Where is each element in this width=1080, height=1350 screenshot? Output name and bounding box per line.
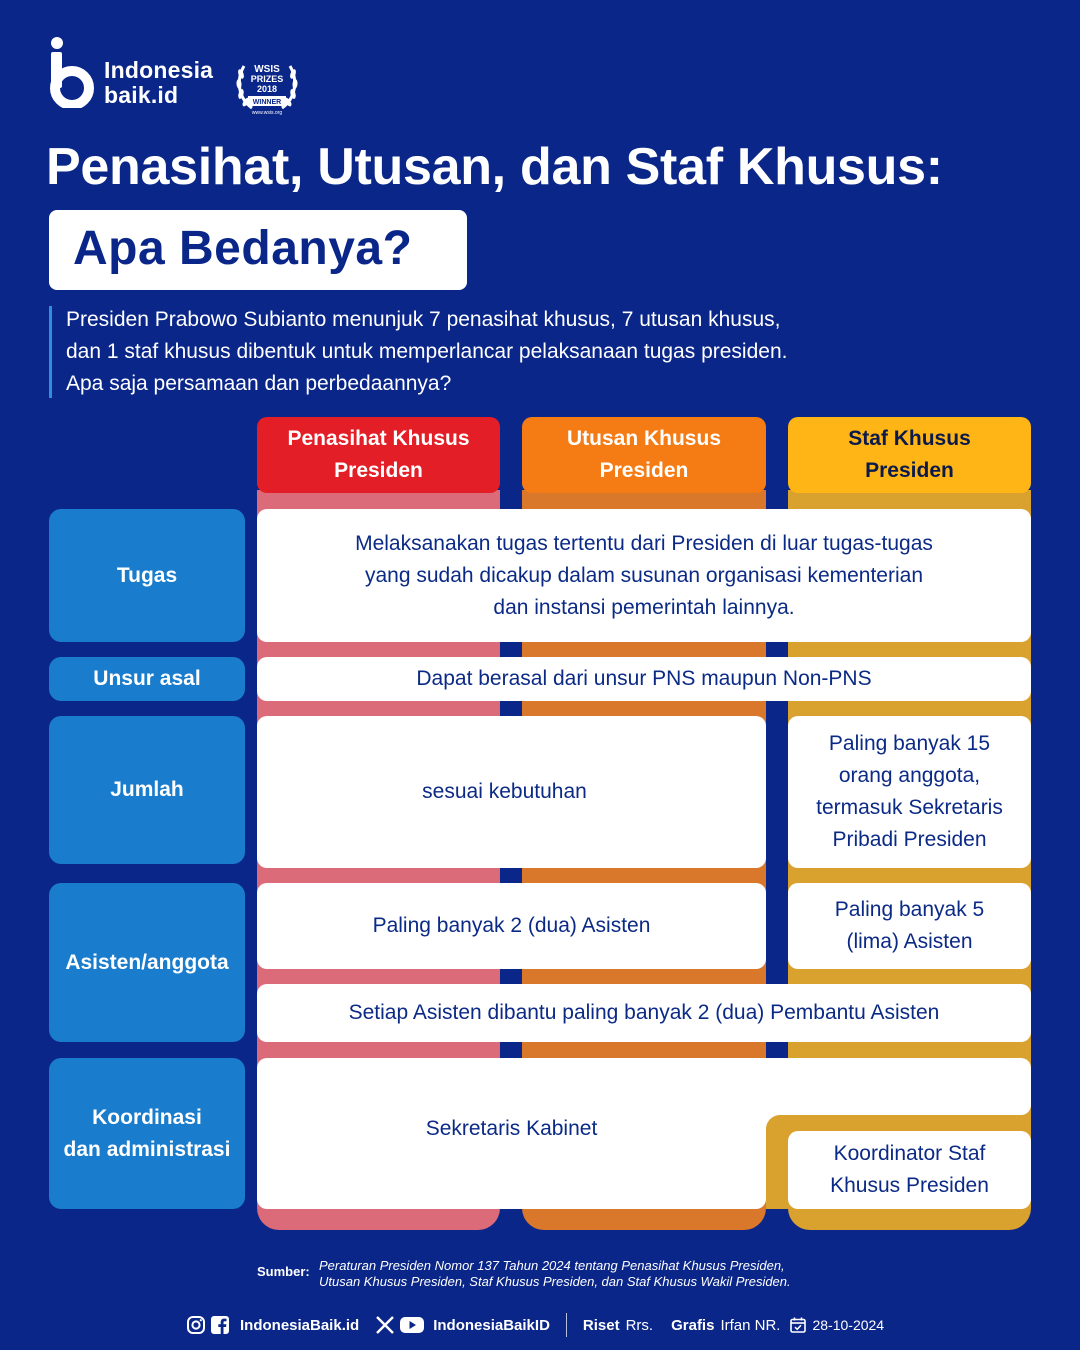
calendar-icon	[790, 1317, 806, 1333]
intro-paragraph	[66, 304, 896, 400]
page-subtitle: Apa Bedanya?	[73, 222, 413, 275]
youtube-icon[interactable]	[399, 1315, 425, 1335]
cell-koordinasi-connector	[766, 1058, 1031, 1115]
row-label-tugas: Tugas	[49, 509, 245, 642]
footer-grafis-label: Grafis	[671, 1316, 715, 1334]
column-header-penasihat: Penasihat Khusus Presiden	[257, 417, 500, 493]
source-line: Utusan Khusus Presiden, Staf Khusus Presiden, dan Staf Khusus Wakil Presiden.	[319, 1274, 791, 1289]
indonesiabaik-logo-icon	[50, 36, 94, 108]
cell-pembantu-asisten-all: Setiap Asisten dibantu paling banyak 2 (dua) Pembantu Asisten	[257, 984, 1031, 1042]
footer-handle-web[interactable]: IndonesiaBaik.id	[240, 1316, 360, 1334]
intro-line: dan 1 staf khusus dibentuk untuk memperlancar pelaksanaan tugas presiden.	[66, 340, 788, 363]
row-label-asisten: Asisten/anggota	[49, 883, 245, 1042]
source-line: Peraturan Presiden Nomor 137 Tahun 2024 tentang Penasihat Khusus Presiden,	[319, 1258, 785, 1273]
source-label: Sumber:	[257, 1264, 310, 1279]
cell-tugas-all: Melaksanakan tugas tertentu dari Presiden di luar tugas-tugas yang sudah dicakup dalam susunan organisasi kementerian dan instansi pemerintah lainnya.	[257, 509, 1031, 642]
svg-text:WINNER: WINNER	[252, 99, 282, 106]
cell-koordinasi-penasihat-utusan: Sekretaris Kabinet	[257, 1058, 766, 1209]
footer-riset-label: Riset	[582, 1316, 620, 1334]
row-label-unsur-asal: Unsur asal	[49, 657, 245, 701]
facebook-icon[interactable]	[210, 1315, 230, 1335]
footer-grafis-name: Irfan NR.	[720, 1316, 781, 1334]
footer-riset-name: Rrs.	[625, 1316, 654, 1334]
cell-koordinasi-corner-cut	[766, 1115, 788, 1209]
brand-name-line1: Indonesia	[104, 57, 214, 83]
brand-name-line2: baik.id	[104, 82, 179, 108]
instagram-icon[interactable]	[186, 1315, 206, 1335]
footer-date: 28-10-2024	[812, 1317, 885, 1333]
svg-text:2018: 2018	[256, 84, 278, 94]
intro-accent-bar	[49, 306, 52, 398]
cell-asisten-staf: Paling banyak 5 (lima) Asisten	[788, 883, 1031, 969]
cell-jumlah-staf: Paling banyak 15 orang anggota, termasuk Sekretaris Pribadi Presiden	[788, 716, 1031, 868]
laurel-wreath-icon	[234, 54, 300, 118]
column-header-staf: Staf Khusus Presiden	[788, 417, 1031, 493]
row-label-jumlah: Jumlah	[49, 716, 245, 864]
svg-text:WSIS: WSIS	[254, 64, 280, 75]
row-label-koordinasi: Koordinasi dan administrasi	[49, 1058, 245, 1209]
footer-bar	[186, 1312, 884, 1338]
column-header-utusan: Utusan Khusus Presiden	[522, 417, 766, 493]
footer-handle-social[interactable]: IndonesiaBaikID	[433, 1316, 550, 1334]
cell-jumlah-penasihat-utusan: sesuai kebutuhan	[257, 716, 766, 868]
cell-koordinasi-staf: Koordinator Staf Khusus Presiden	[788, 1131, 1031, 1209]
cell-asisten-penasihat-utusan: Paling banyak 2 (dua) Asisten	[257, 883, 766, 969]
x-twitter-icon[interactable]	[375, 1315, 395, 1335]
footer-divider	[566, 1313, 567, 1337]
wsis-award-badge	[234, 54, 300, 118]
cell-unsur-all: Dapat berasal dari unsur PNS maupun Non-PNS	[257, 657, 1031, 701]
intro-line: Apa saja persamaan dan perbedaannya?	[66, 372, 452, 395]
svg-text:PRIZES: PRIZES	[250, 74, 284, 84]
svg-text:www.wsis.org: www.wsis.org	[251, 110, 283, 116]
intro-line: Presiden Prabowo Subianto menunjuk 7 penasihat khusus, 7 utusan khusus,	[66, 308, 781, 331]
page-title: Penasihat, Utusan, dan Staf Khusus:	[46, 138, 943, 196]
